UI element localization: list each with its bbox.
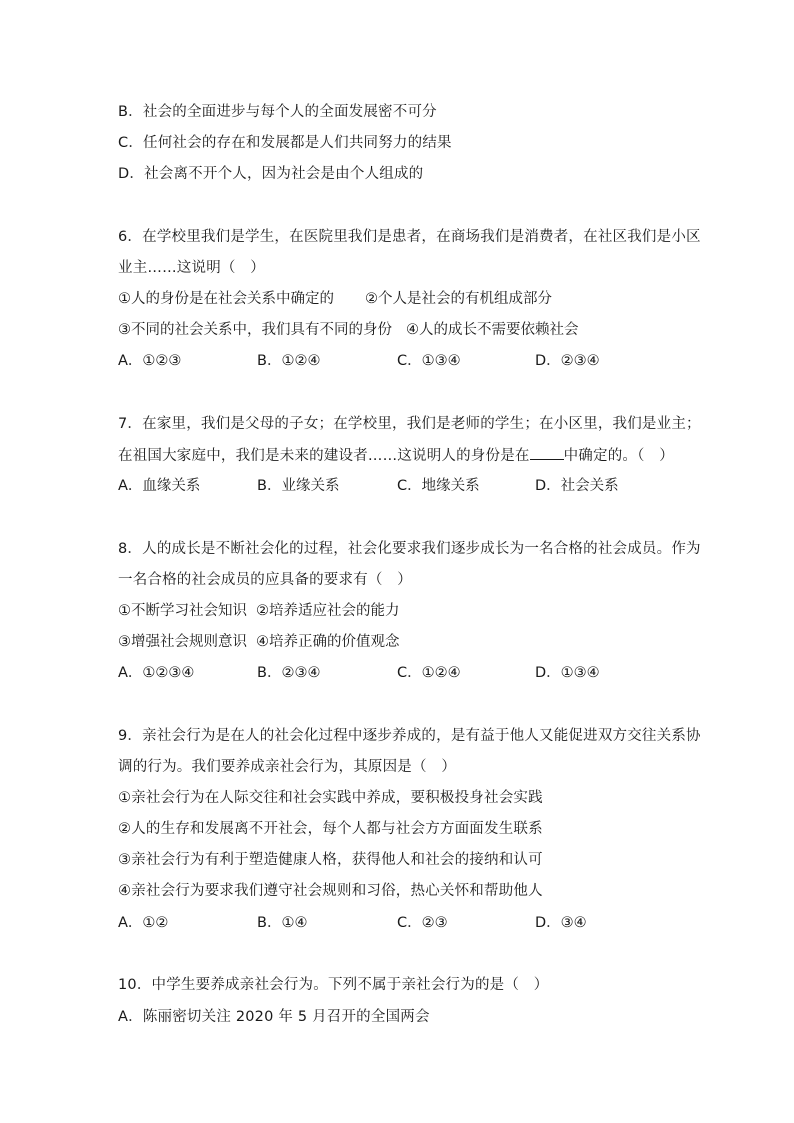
q7-option-d: D．社会关系 [535, 478, 619, 494]
q6-stem-line-1: 6．在学校里我们是学生，在医院里我们是患者，在商场我们是消费者，在社区我们是小区 [118, 229, 701, 245]
q5-option-c: C．任何社会的存在和发展都是人们共同努力的结果 [118, 135, 452, 151]
q9-option-d: D．③④ [535, 915, 587, 931]
q7-option-a: A．血缘关系 [118, 478, 201, 494]
q7-option-c: C．地缘关系 [397, 478, 480, 494]
q10-option-a: A．陈丽密切关注 2020 年 5 月召开的全国两会 [118, 1009, 430, 1025]
q9-options-row [118, 913, 678, 933]
q8-option-d: D．①③④ [535, 665, 600, 681]
q6-statements-row-1 [118, 289, 678, 309]
q8-statement-1: ①不断学习社会知识 [118, 603, 247, 619]
q8-statements-row-2 [118, 632, 678, 652]
q7-stem-before-blank: 在祖国大家庭中，我们是未来的建设者……这说明人的身份是在 [118, 448, 530, 464]
q6-statements-row-2 [118, 320, 678, 340]
q7-options-row [118, 476, 678, 496]
q6-options-row [118, 351, 678, 371]
q8-options-row [118, 663, 678, 683]
q8-option-c: C．①②④ [397, 665, 461, 681]
q9-option-b: B．①④ [257, 915, 308, 931]
q6-option-a: A．①②③ [118, 353, 182, 369]
q9-option-c: C．②③ [397, 915, 448, 931]
q9-statement-3: ③亲社会行为有利于塑造健康人格，获得他人和社会的接纳和认可 [118, 852, 543, 868]
q8-statement-3: ③增强社会规则意识 [118, 634, 247, 650]
q9-stem-line-1: 9．亲社会行为是在人的社会化过程中逐步养成的，是有益于他人又能促进双方交往关系协 [118, 728, 701, 744]
q8-option-a: A．①②③④ [118, 665, 195, 681]
q7-answer-blank [530, 445, 564, 460]
q7-stem-after-blank: 中确定的。（ ） [563, 448, 674, 464]
q6-stem-line-2: 业主……这说明（ ） [118, 260, 265, 276]
q9-option-a: A．①② [118, 915, 169, 931]
q8-statement-2: ②培养适应社会的能力 [256, 603, 400, 619]
q10-stem-line-1: 10．中学生要养成亲社会行为。下列不属于亲社会行为的是（ ） [118, 977, 549, 993]
q5-option-d: D．社会离不开个人，因为社会是由个人组成的 [118, 166, 424, 182]
q6-option-c: C．①③④ [397, 353, 461, 369]
q6-option-d: D．②③④ [535, 353, 600, 369]
q8-stem-line-2: 一名合格的社会成员的应具备的要求有（ ） [118, 572, 412, 588]
q7-stem-line-2 [118, 445, 674, 466]
q9-statement-4: ④亲社会行为要求我们遵守社会规则和习俗，热心关怀和帮助他人 [118, 883, 543, 899]
q9-stem-line-2: 调的行为。我们要养成亲社会行为，其原因是（ ） [118, 759, 457, 775]
q6-statement-1: ①人的身份是在社会关系中确定的 [118, 291, 334, 307]
q8-option-b: B．②③④ [257, 665, 321, 681]
q7-option-b: B．业缘关系 [257, 478, 340, 494]
q7-stem-line-1: 7．在家里，我们是父母的子女；在学校里，我们是老师的学生；在小区里，我们是业主； [118, 416, 701, 432]
q6-statement-2: ②个人是社会的有机组成部分 [365, 291, 552, 307]
q8-stem-line-1: 8．人的成长是不断社会化的过程，社会化要求我们逐步成长为一名合格的社会成员。作为 [118, 541, 701, 557]
q5-option-b: B．社会的全面进步与每个人的全面发展密不可分 [118, 104, 437, 120]
q6-option-b: B．①②④ [257, 353, 321, 369]
q6-statement-4: ④人的成长不需要依赖社会 [406, 322, 579, 338]
q8-statements-row-1 [118, 601, 678, 621]
q6-statement-3: ③不同的社会关系中，我们具有不同的身份 [118, 322, 392, 338]
q8-statement-4: ④培养正确的价值观念 [256, 634, 400, 650]
q9-statement-1: ①亲社会行为在人际交往和社会实践中养成，要积极投身社会实践 [118, 790, 543, 806]
q9-statement-2: ②人的生存和发展离不开社会，每个人都与社会方方面面发生联系 [118, 821, 543, 837]
